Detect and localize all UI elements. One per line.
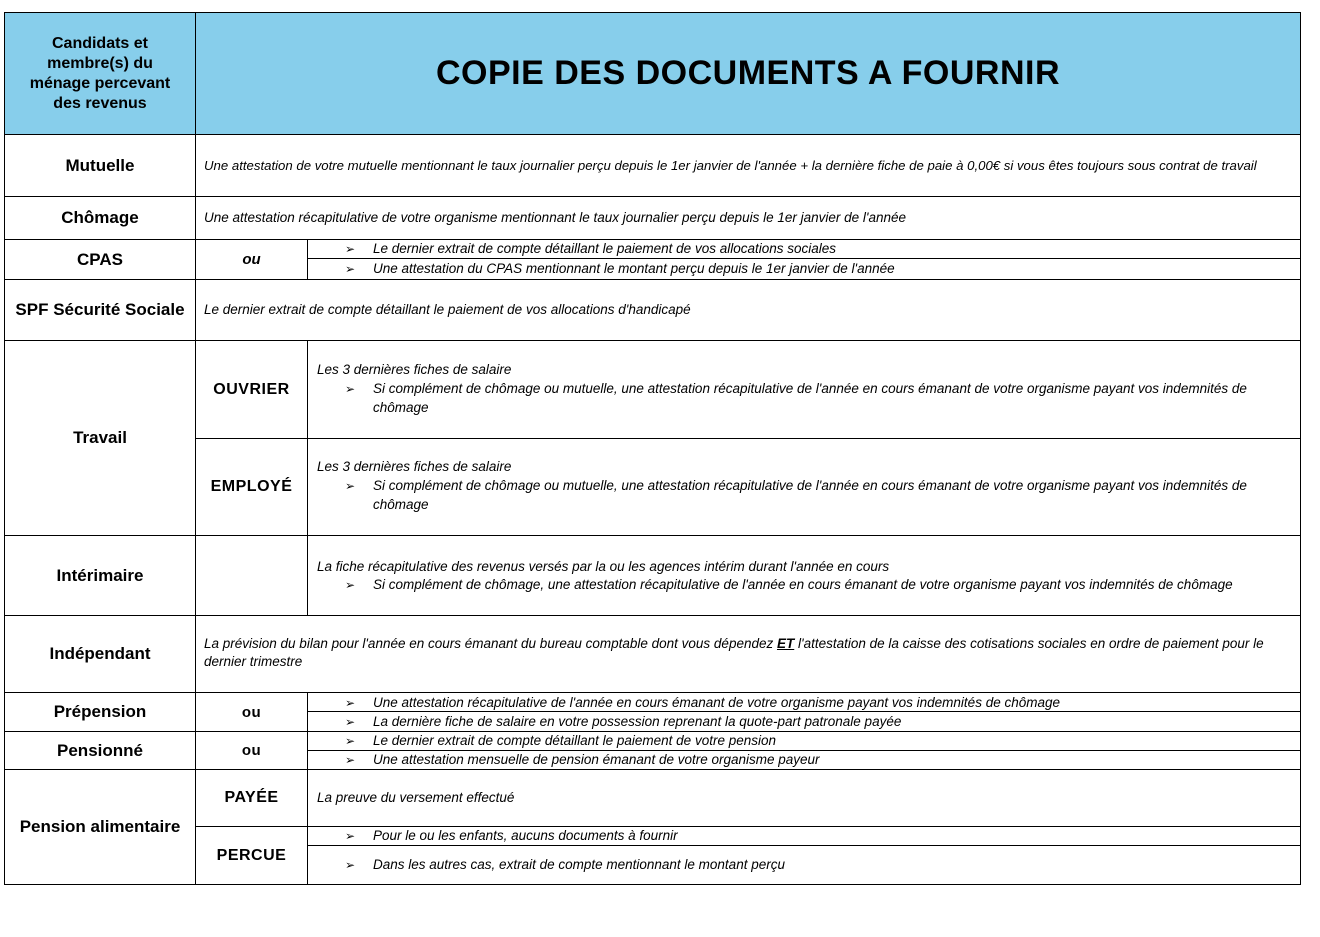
row-divider: [4, 279, 1301, 280]
category-pensionne: [5, 732, 195, 769]
sub-label: OUVRIER: [213, 380, 290, 398]
percue-item-1: Pour le ou les enfants, aucuns documents à fournir: [373, 828, 678, 843]
arrow-bullet-icon: ➢: [345, 578, 356, 592]
header-title-cell: [196, 13, 1300, 134]
item-divider: [307, 845, 1301, 846]
arrow-bullet-icon: ➢: [345, 696, 356, 710]
category-label: Prépension: [53, 702, 147, 721]
ouvrier-intro: Les 3 dernières fiches de salaire: [317, 362, 512, 377]
independant-text-after: l'attestation de la caisse des cotisations sociales en ordre de paiement pour le: [794, 636, 1264, 651]
independant-text-line2: dernier trimestre: [204, 654, 303, 669]
category-label: Chômage: [61, 208, 139, 227]
col-divider: [307, 340, 308, 616]
employe-item-line1: Si complément de chômage ou mutuelle, une attestation récapitulative de l'année en cours émanant de votre organisme payant vos indemnités de: [373, 478, 1247, 493]
sub-label: PAYÉE: [224, 789, 279, 806]
category-label: CPAS: [77, 249, 123, 269]
category-label: Indépendant: [49, 644, 151, 663]
header-left-cell: [5, 13, 195, 134]
category-label: Pensionné: [57, 740, 143, 760]
mutuelle-text: Une attestation de votre mutuelle mentionnant le taux journalier perçu depuis le 1er janvier de l'année + la dernière fiche de paie à 0,00€ si vous êtes toujours sous contrat de travail: [204, 158, 1257, 173]
category-label: Travail: [73, 428, 127, 447]
category-mutuelle: [5, 135, 195, 196]
ouvrier-item-line1: Si complément de chômage ou mutuelle, une attestation récapitulative de l'année en cours émanant de votre organisme payant vos indemnités de: [373, 381, 1247, 396]
independant-text-et: ET: [776, 636, 795, 651]
category-independant: [5, 616, 195, 692]
category-label: Pension alimentaire: [19, 817, 181, 836]
category-chomage: [5, 197, 195, 239]
arrow-bullet-icon: ➢: [345, 242, 356, 256]
category-cpas: [5, 240, 195, 279]
category-interimaire: [5, 536, 195, 615]
independant-text-before: La prévision du bilan pour l'année en cours émanant du bureau comptable dont vous dépendez: [204, 636, 777, 651]
arrow-bullet-icon: ➢: [345, 858, 356, 872]
prepension-item-1: Une attestation récapitulative de l'année en cours émanant de votre organisme payant vos indemnités de chômage: [373, 695, 1060, 710]
sub-label: ou: [241, 703, 262, 721]
pension-payee: [196, 770, 307, 826]
sub-label: PERCUE: [216, 846, 287, 864]
travail-employe: [196, 439, 307, 535]
pension-percue: [196, 827, 307, 884]
interimaire-item: Si complément de chômage, une attestation récapitulative de l'année en cours émanant de votre organisme payant vos indemnités de chômage: [373, 577, 1233, 592]
category-label: Mutuelle: [65, 155, 135, 175]
arrow-bullet-icon: ➢: [345, 715, 356, 729]
cpas-item-1: Le dernier extrait de compte détaillant le paiement de vos allocations sociales: [373, 241, 837, 256]
pensionne-item-1: Le dernier extrait de compte détaillant le paiement de votre pension: [373, 733, 776, 748]
ouvrier-item-line2: chômage: [373, 400, 429, 415]
category-prepension: [5, 693, 195, 731]
col-divider: [307, 692, 308, 885]
category-label: Intérimaire: [56, 565, 144, 585]
pensionne-item-2: Une attestation mensuelle de pension émanant de votre organisme payeur: [373, 752, 820, 767]
arrow-bullet-icon: ➢: [345, 382, 356, 396]
employe-intro: Les 3 dernières fiches de salaire: [317, 459, 512, 474]
cpas-item-2: Une attestation du CPAS mentionnant le montant perçu depuis le 1er janvier de l'année: [373, 261, 895, 276]
cpas-ou: [196, 240, 307, 279]
row-divider: [4, 196, 1301, 197]
arrow-bullet-icon: ➢: [345, 262, 356, 276]
spf-text: Le dernier extrait de compte détaillant le paiement de vos allocations d'handicapé: [204, 302, 691, 317]
category-spf: [5, 280, 195, 340]
interimaire-intro: La fiche récapitulative des revenus versés par la ou les agences intérim durant l'année en cours: [317, 559, 890, 574]
row-divider: [196, 438, 1301, 439]
row-divider: [196, 826, 1301, 827]
category-label: SPF Sécurité Sociale: [15, 300, 185, 319]
col-divider: [307, 239, 308, 280]
arrow-bullet-icon: ➢: [345, 479, 356, 493]
percue-item-2: Dans les autres cas, extrait de compte mentionnant le montant perçu: [373, 857, 785, 872]
independant-text: [204, 635, 1264, 653]
sub-label: EMPLOYÉ: [210, 478, 293, 495]
arrow-bullet-icon: ➢: [345, 734, 356, 748]
item-divider: [307, 258, 1301, 259]
row-divider: [4, 134, 1301, 135]
row-divider: [4, 615, 1301, 616]
prepension-item-2: La dernière fiche de salaire en votre possession reprenant la quote-part patronale payée: [373, 714, 902, 729]
chomage-text: Une attestation récapitulative de votre organisme mentionnant le taux journalier perçu depuis le 1er janvier de l'année: [204, 210, 906, 225]
category-pension-alimentaire: [5, 770, 195, 884]
sub-label: ou: [241, 742, 262, 759]
arrow-bullet-icon: ➢: [345, 753, 356, 767]
sub-label: ou: [242, 251, 261, 268]
header-left-text: Candidats et membre(s) du ménage percevant des revenus: [29, 34, 171, 112]
travail-ouvrier: [196, 341, 307, 438]
arrow-bullet-icon: ➢: [345, 829, 356, 843]
payee-text: La preuve du versement effectué: [317, 790, 515, 805]
employe-item-line2: chômage: [373, 497, 429, 512]
page-title: COPIE DES DOCUMENTS A FOURNIR: [435, 54, 1060, 92]
category-travail: [5, 341, 195, 535]
pensionne-ou: [196, 732, 307, 769]
row-divider: [4, 535, 1301, 536]
prepension-ou: [196, 693, 307, 731]
